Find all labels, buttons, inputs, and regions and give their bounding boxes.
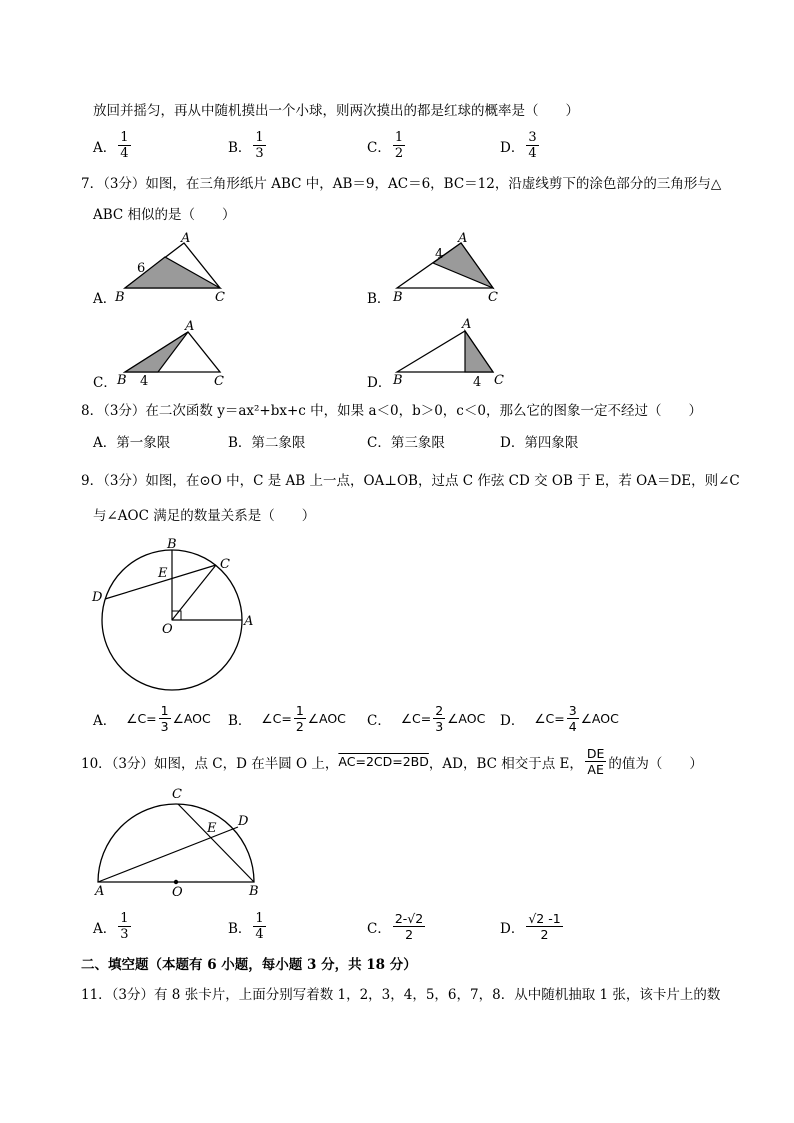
q7-option-c-letter[interactable]: C． (93, 375, 117, 391)
chord-ad (98, 827, 238, 882)
label-a: A (95, 884, 105, 899)
q6-option-c[interactable]: C． $\frac{1}{2}$ (367, 130, 404, 161)
q11-stem: 11．（3分）有 8 张卡片，上面分别写着数 1，2，3，4，5，6，7，8．从中随机抽取 1 张，该卡片上的数 (81, 987, 721, 1003)
fraction: $\frac{1}{2}$ (295, 703, 304, 734)
fraction: $\frac{1}{2}$ (394, 130, 404, 161)
q10-option-b[interactable]: B． $\frac{1}{4}$ (228, 911, 264, 942)
shaded-triangle (125, 332, 188, 372)
fraction: $\frac{3}{4}$ (528, 130, 537, 161)
label-d: D (238, 814, 249, 829)
label-4: 4 (435, 247, 444, 262)
label-b: B (393, 373, 403, 388)
label-e: E (207, 821, 217, 836)
q7-option-d-letter[interactable]: D． (367, 375, 392, 391)
label-c: C (494, 373, 504, 388)
q7-figure-a (110, 230, 240, 310)
label-a: A (244, 614, 254, 629)
label-c: C (220, 557, 230, 572)
label-d: D (92, 590, 103, 605)
q6-option-d[interactable]: D． $\frac{3}{4}$ (500, 130, 537, 161)
label-c: C (214, 374, 224, 389)
label-a: A (181, 231, 191, 246)
q6-option-a[interactable]: A． $\frac{1}{4}$ (93, 130, 129, 161)
q7-figure-c (110, 314, 240, 394)
q10-option-d[interactable]: D． $\frac{√2 -1}{2}$ (500, 911, 561, 942)
shaded-triangle (465, 331, 493, 372)
q7-stem-line2: ABC 相似的是（ ） (93, 207, 236, 223)
label-b: B (115, 290, 125, 305)
fraction: $\frac{2}{3}$ (435, 703, 444, 734)
fraction: $\frac{1}{4}$ (255, 911, 264, 942)
q9-option-c[interactable]: C． ∠C= $\frac{2}{3}$ ∠AOC (367, 703, 486, 734)
q10-semicircle-figure (88, 785, 268, 900)
q8-option-a[interactable]: A．第一象限 (93, 435, 171, 451)
fraction: $\frac{2-√2}{2}$ (394, 911, 424, 942)
q9-option-a[interactable]: A． ∠C= $\frac{1}{3}$ ∠AOC (93, 703, 211, 734)
q7-option-b-letter[interactable]: B． (367, 291, 391, 307)
label-a: A (185, 319, 195, 334)
q8-option-b[interactable]: B．第二象限 (228, 435, 306, 451)
q8-option-d[interactable]: D．第四象限 (500, 435, 579, 451)
q6-stem: 放回并摇匀，再从中随机摸出一个小球，则两次摸出的都是红球的概率是（ ） (93, 103, 579, 119)
label-c: C (488, 290, 498, 305)
label-c: C (172, 787, 182, 802)
radius-oc (172, 565, 216, 620)
label-o: O (172, 885, 183, 900)
q8-option-c[interactable]: C．第三象限 (367, 435, 445, 451)
q9-circle-figure (88, 535, 268, 695)
label-a: A (462, 317, 472, 332)
section-heading: 二、填空题（本题有 6 小题，每小题 3 分，共 18 分） (81, 957, 417, 973)
q10-option-c[interactable]: C． $\frac{2-√2}{2}$ (367, 911, 424, 942)
fraction: $\frac{1}{3}$ (255, 130, 264, 161)
label-4: 4 (473, 375, 482, 390)
fraction: $\frac{DE}{AE}$ (586, 746, 605, 777)
label-4: 4 (140, 374, 149, 389)
q10-stem: 10．（3分）如图，点 C，D 在半圆 O 上， AC=2CD=2BD ，AD，BC 相交于点 E， $\frac{DE}{AE}$ 的值为（ ） (81, 746, 703, 777)
label-b: B (167, 537, 177, 552)
center-point-o (174, 880, 178, 884)
fraction: $\frac{1}{3}$ (160, 703, 169, 734)
fraction: $\frac{3}{4}$ (568, 703, 577, 734)
q9-option-d[interactable]: D． ∠C= $\frac{3}{4}$ ∠AOC (500, 703, 619, 734)
q7-figure-b (385, 230, 515, 310)
fraction: $\frac{√2 -1}{2}$ (528, 911, 561, 942)
semicircle-o (98, 804, 254, 882)
label-a: A (458, 231, 468, 246)
q9-option-b[interactable]: B． ∠C= $\frac{1}{2}$ ∠AOC (228, 703, 346, 734)
fraction: $\frac{1}{3}$ (120, 911, 129, 942)
q6-option-b[interactable]: B． $\frac{1}{3}$ (228, 130, 264, 161)
q9-stem-line2: 与∠AOC 满足的数量关系是（ ） (93, 508, 316, 524)
label-o: O (162, 622, 173, 637)
q7-stem-line1: 7．（3分）如图，在三角形纸片 ABC 中，AB＝9，AC＝6，BC＝12，沿虚线剪下的涂色部分的三角形与△ (81, 176, 722, 192)
q7-option-a-letter[interactable]: A． (93, 291, 117, 307)
label-c: C (215, 290, 225, 305)
label-b: B (117, 373, 127, 388)
q10-option-a[interactable]: A． $\frac{1}{3}$ (93, 911, 129, 942)
fraction: $\frac{1}{4}$ (120, 130, 129, 161)
q7-figure-d (385, 314, 515, 394)
label-b: B (249, 884, 259, 899)
q8-stem: 8．（3分）在二次函数 y＝ax²+bx+c 中，如果 a＜0，b＞0，c＜0，那么它的图象一定不经过（ ） (81, 403, 702, 419)
q9-stem-line1: 9．（3分）如图，在⊙O 中，C 是 AB 上一点，OA⊥OB，过点 C 作弦 CD 交 OB 于 E，若 OA＝DE，则∠C (81, 473, 740, 489)
arc-relation: AC=2CD=2BD (338, 754, 429, 769)
label-6: 6 (137, 261, 146, 276)
label-b: B (393, 290, 403, 305)
label-e: E (158, 566, 168, 581)
